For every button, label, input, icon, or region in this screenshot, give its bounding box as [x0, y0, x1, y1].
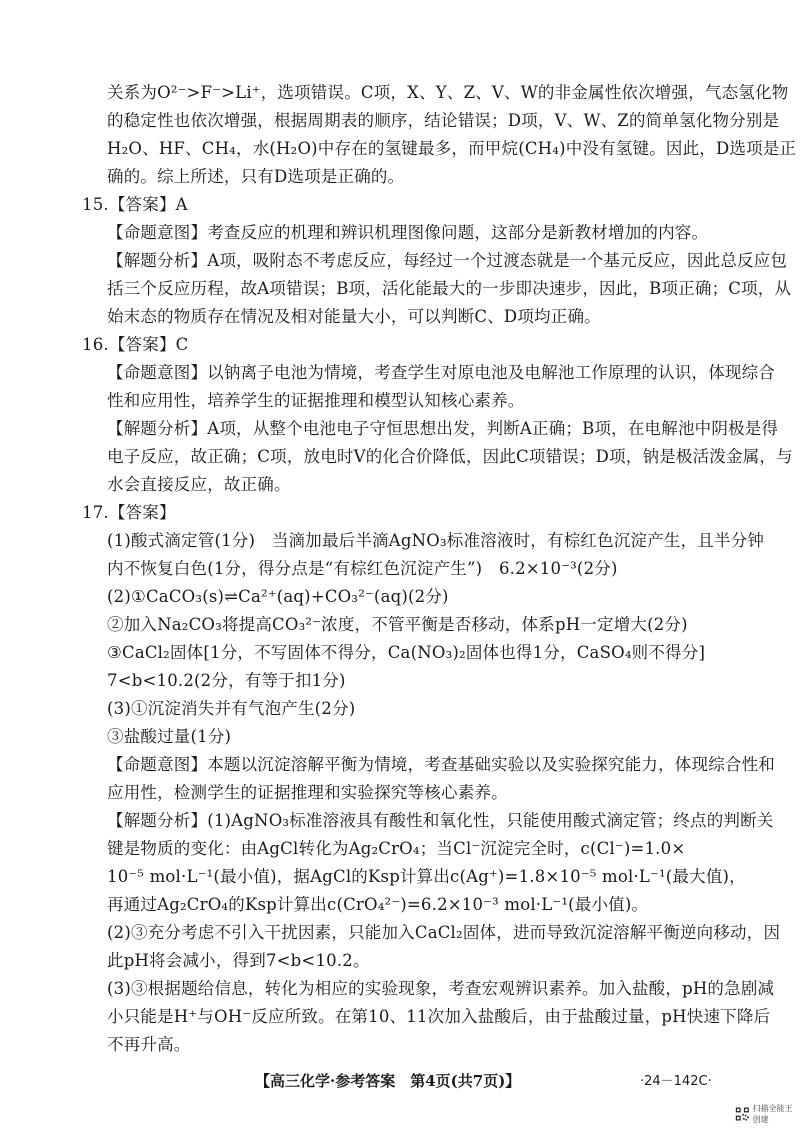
- text-line: 不再升高。: [107, 1035, 191, 1054]
- text-line: 【命题意图】本题以沉淀溶解平衡为情境，考查基础实验以及实验探究能力，体现综合性和: [107, 755, 775, 774]
- question-15-answer: 15.【答案】A: [82, 195, 188, 214]
- question-16-answer: 16.【答案】C: [82, 335, 189, 354]
- text-line: ③盐酸过量(1分): [107, 727, 232, 746]
- text-line: 小只能是H⁺与OH⁻反应所致。在第10、11次加入盐酸后，由于盐酸过量，pH快速下降后: [107, 1007, 771, 1026]
- text-line: 此pH将会减小，得到7<b<10.2。: [107, 951, 370, 970]
- text-line: 括三个反应历程，故A项错误；B项，活化能最大的一步即决速步，因此，B项正确；C项，从: [107, 279, 792, 298]
- text-line: 7<b<10.2(2分，有等于扣1分): [107, 671, 346, 690]
- text-line: 关系为O²⁻>F⁻>Li⁺，选项错误。C项，X、Y、Z、V、W的非金属性依次增强，气态氢化物: [107, 83, 789, 102]
- text-line: 应用性，检测学生的证据推理和实验探究等核心素养。: [107, 783, 508, 802]
- text-line: 【解题分析】A项，从整个电池电子守恒思想出发，判断A正确；B项，在电解池中阴极是得: [107, 419, 779, 438]
- text-line: 【命题意图】考查反应的机理和辨识机理图像问题，这部分是新教材增加的内容。: [107, 223, 709, 242]
- footer-page-info: 【高三化学·参考答案 第4页(共7页)】: [255, 1072, 521, 1090]
- text-line: (1)酸式滴定管(1分) 当滴加最后半滴AgNO₃标准溶液时，有棕红色沉淀产生，且半分钟: [107, 531, 765, 550]
- text-line: 确的。综上所述，只有D选项是正确的。: [107, 167, 405, 186]
- text-line: 电子反应，故正确；C项，放电时V的化合价降低，因此C项错误；D项，钠是极活泼金属，与: [107, 447, 793, 466]
- text-line: (3)①沉淀消失并有气泡产生(2分): [107, 699, 356, 718]
- text-line: 再通过Ag₂CrO₄的Ksp计算出c(CrO₄²⁻)=6.2×10⁻³ mol·L⁻¹(最小值)。: [107, 895, 649, 914]
- text-line: ③CaCl₂固体[1分，不写固体不得分，Ca(NO₃)₂固体也得1分，CaSO₄则不得分]: [107, 643, 706, 662]
- text-line: 的稳定性也依次增强，根据周期表的顺序，结论错误；D项，V、W、Z的简单氢化物分别是: [107, 111, 780, 130]
- text-line: ②加入Na₂CO₃将提高CO₃²⁻浓度，不管平衡是否移动，体系pH一定增大(2分): [107, 615, 688, 634]
- scanner-label: 扫描全能王 创建: [752, 1104, 793, 1124]
- text-line: H₂O、HF、CH₄，水(H₂O)中存在的氢键最多，而甲烷(CH₄)中没有氢键。因此，D选项是正: [107, 139, 797, 158]
- text-line: 【解题分析】A项，吸附态不考虑反应，每经过一个过渡态就是一个基元反应，因此总反应包: [107, 251, 788, 270]
- text-line: (2)①CaCO₃(s)⇌Ca²⁺(aq)+CO₃²⁻(aq)(2分): [107, 587, 449, 606]
- question-17-answer: 17.【答案】: [82, 503, 176, 522]
- text-line: (2)③充分考虑不引入干扰因素，只能加入CaCl₂固体，进而导致沉淀溶解平衡逆向移动，因: [107, 923, 781, 942]
- qr-code-icon: [735, 1105, 750, 1123]
- text-line: 【命题意图】以钠离子电池为情境，考查学生对原电池及电解池工作原理的认识，体现综合: [107, 363, 775, 382]
- text-line: 内不恢复白色(1分，得分点是“有棕红色沉淀产生”) 6.2×10⁻³(2分): [107, 559, 618, 578]
- text-line: 性和应用性，培养学生的证据推理和模型认知核心素养。: [107, 391, 525, 410]
- text-line: 始末态的物质存在情况及相对能量大小，可以判断C、D项均正确。: [107, 307, 601, 326]
- scanner-watermark: [735, 1105, 800, 1123]
- text-line: 键是物质的变化：由AgCl转化为Ag₂CrO₄；当Cl⁻沉淀完全时，c(Cl⁻)=1.0×: [107, 839, 686, 858]
- text-line: 水会直接反应，故正确。: [107, 475, 291, 494]
- page-footer: [0, 1068, 800, 1092]
- text-line: 【解题分析】(1)AgNO₃标准溶液具有酸性和氧化性，只能使用酸式滴定管；终点的判断关: [107, 811, 774, 830]
- text-line: (3)③根据题给信息，转化为相应的实验现象，考查宏观辨识素养。加入盐酸，pH的急剧减: [107, 979, 775, 998]
- footer-doc-code: ·24－142C·: [640, 1074, 712, 1089]
- text-line: 10⁻⁵ mol·L⁻¹(最小值)，据AgCl的Ksp计算出c(Ag⁺)=1.8×10⁻⁵ mol·L⁻¹(最大值)，: [107, 867, 746, 886]
